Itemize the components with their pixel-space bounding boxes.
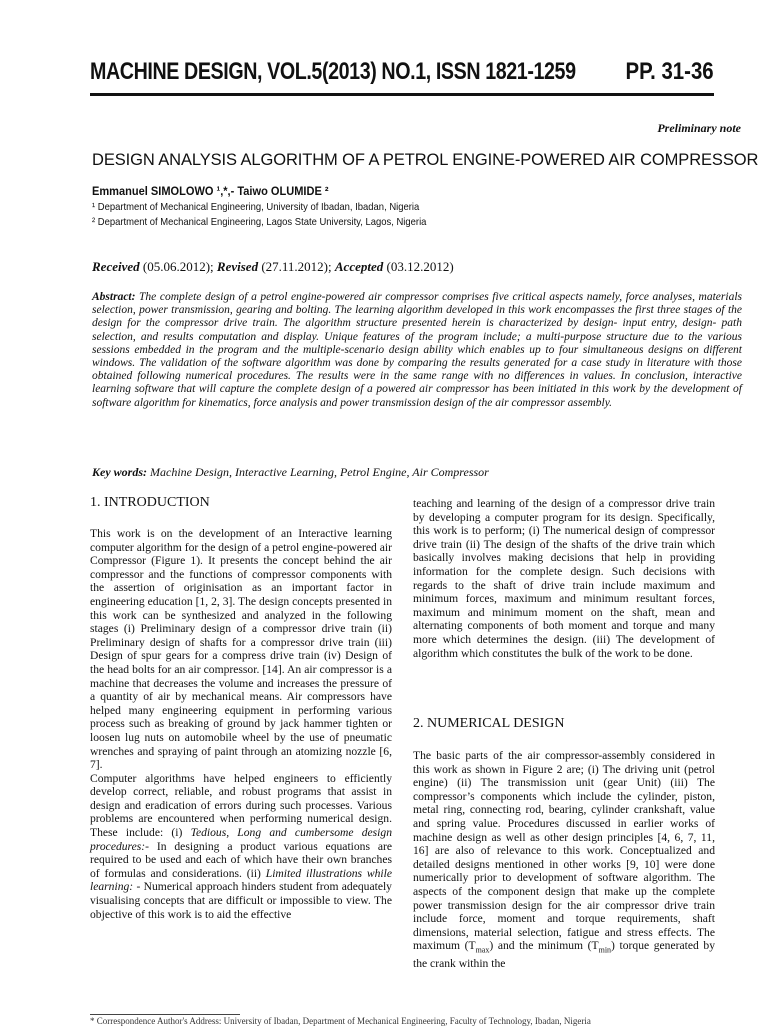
- section-heading-numerical-design: 2. NUMERICAL DESIGN: [413, 716, 565, 731]
- footnote: * Correspondence Author's Address: University of Ibadan, Department of Mechanical Engineering, Faculty of Technology, Ibadan, Nigeria: [90, 1016, 591, 1026]
- journal-pages: PP. 31-36: [625, 58, 714, 85]
- num-p1-text-b: ) and the minimum (T: [489, 939, 599, 953]
- abstract-text: The complete design of a petrol engine-powered air compressor comprises five critical aspects namely, force analyses, materials selection, power transmission, gearing and bolting. The learning algorithm developed in this work encompasses the first three stages of the design for the compressor drive train. The algorithm structure presented herein is characterized by design- input entry, design- path selection, and results computation and display. Unique features of the program include; a multi-purpose structure due to the various sessions embedded in the program and the multiple-scenario design ability which enables up to four simultaneous designs on different windows. The validation of the software algorithm was done by comparing the results generated for a case study in literature with those obtained following numerical procedures. The results were in the same range with no differences in values. In conclusion, interactive learning software that will capture the complete design of a powered air compressor has been initiated in this work by the development of software algorithm for kinematics, force analysis and power transmission design of the air compressor assembly.: [92, 291, 742, 409]
- intro-p2-italic-2: Limited illustrations while learning: -: [90, 866, 392, 894]
- intro-paragraph-2: [90, 772, 392, 922]
- right-column-bottom: [413, 749, 715, 971]
- num-p1-text-a: The basic parts of the air compressor-assembly considered in this work as shown in Figure 2 are; (i) The driving unit (petrol engine) (ii) The transmission unit (gear Unit) (iii) The compressor’s components which include the cylinder, piston, metal ring, connecting rod, bearing, cylinder crankshaft, value and spring value. Procedures discussed in earlier works of machine design as well as other design principles [4, 6, 7, 11, 16] are also of relevance to this work. Conceptualized and detailed designs mentioned in other works [9, 10] were done numerically prior to development of software algorithm. The aspects of the component design that make up the complete power transmission design for the air compressor drive train include force, moment and torque requirements, shaft dimensions, material selection, fatigue and stress effects. The maximum (T: [413, 749, 715, 953]
- abstract-label: Abstract:: [92, 291, 136, 303]
- accepted-label: Accepted: [334, 259, 384, 274]
- revised-label: Revised: [216, 259, 259, 274]
- numerical-paragraph-1: [413, 749, 715, 971]
- revised-date: (27.11.2012);: [258, 259, 335, 274]
- submission-dates: [92, 259, 454, 275]
- subscript-max: max: [475, 945, 490, 955]
- received-label: Received: [92, 259, 140, 274]
- affiliation-1: ¹ Department of Mechanical Engineering, University of Ibadan, Ibadan, Nigeria: [92, 201, 420, 213]
- subscript-min: min: [598, 945, 612, 955]
- received-date: (05.06.2012);: [139, 259, 217, 274]
- accepted-date: (03.12.2012): [383, 259, 454, 274]
- keywords: [92, 465, 489, 480]
- paper-title: DESIGN ANALYSIS ALGORITHM OF A PETROL ENGINE-POWERED AIR COMPRESSOR: [92, 151, 759, 169]
- header-rule: [90, 93, 714, 96]
- keywords-label: Key words:: [92, 465, 147, 479]
- intro-p2-italic-1: Tedious, Long and cumbersome design procedures:-: [90, 826, 392, 853]
- intro-paragraph-1: This work is on the development of an Interactive learning computer algorithm for the design of a petrol engine-powered air Compressor (Figure 1). It presents the concept behind the air compressor and the functions of compressor components with the assertion of originisation as an important factor in engineering education [1, 2, 3]. The design concepts presented in this work can be synthesized and analyzed in the following stages (i) Preliminary design of a compressor drive train (ii) Preliminary design of shafts for a compressor drive train (iii) Design of spur gears for a compress drive train (iv) Design of the head bolts for an air compressor. [14]. An air compressor is a machine that decreases the volume and increases the pressure of a quantity of air by mechanical means. Air compressors have helped many engineering equipment in performing various process such as breaking of ground by jack hammer tighten or loosen lug nuts on automobile wheel by the use of pneumatic wrenches and spraying of paint through an atomizing nozzle [6, 7].: [90, 527, 392, 772]
- article-type-note: Preliminary note: [657, 121, 741, 135]
- journal-name: MACHINE DESIGN, VOL.5(2013) NO.1, ISSN 1821-1259: [90, 58, 576, 85]
- num-p1-text-c: ) torque generated by the crank within the: [413, 939, 715, 971]
- abstract: [92, 291, 742, 410]
- right-column-top: [413, 497, 715, 660]
- intro-p2-text-a: Computer algorithms have helped engineers to efficiently develop correct, reliable, and robust programs that assist in design and eradication of errors during such processes. Various problems are encountered when performing numerical design. These include: (i): [90, 771, 392, 840]
- affiliation-2: ² Department of Mechanical Engineering, Lagos State University, Lagos, Nigeria: [92, 216, 427, 228]
- journal-header: [90, 58, 714, 92]
- left-column: [90, 527, 392, 921]
- intro-paragraph-3: teaching and learning of the design of a compressor drive train by developing a computer program for its design. Specifically, this work is to perform; (i) The numerical design of compressor drive train (ii) The design of the shafts of the drive train which basically involves making decisions that help in providing information for the complete design. Such decisions with regards to the shaft of drive train include maximum and minimum forces, maximum and minimum resultant forces, maximum and minimum moment on the shaft, mean and alternating components of both moment and torque and many more which determines the design. (iii) The development of algorithm which constitutes the bulk of the work to be done.: [413, 497, 715, 660]
- intro-p2-text-c: Numerical approach hinders student from adequately visualising concepts that are difficult or impossible to view. The objective of this work is to aid the effective: [90, 880, 392, 921]
- section-heading-introduction: 1. INTRODUCTION: [90, 495, 210, 510]
- keywords-text: Machine Design, Interactive Learning, Petrol Engine, Air Compressor: [147, 465, 489, 479]
- footnote-rule: [90, 1014, 240, 1015]
- authors: Emmanuel SIMOLOWO ¹,*,- Taiwo OLUMIDE ²: [92, 184, 329, 198]
- intro-p2-text-b: In designing a product various equations are required to be used and each of which have their own branches of formulas and considerations. (ii): [90, 839, 392, 880]
